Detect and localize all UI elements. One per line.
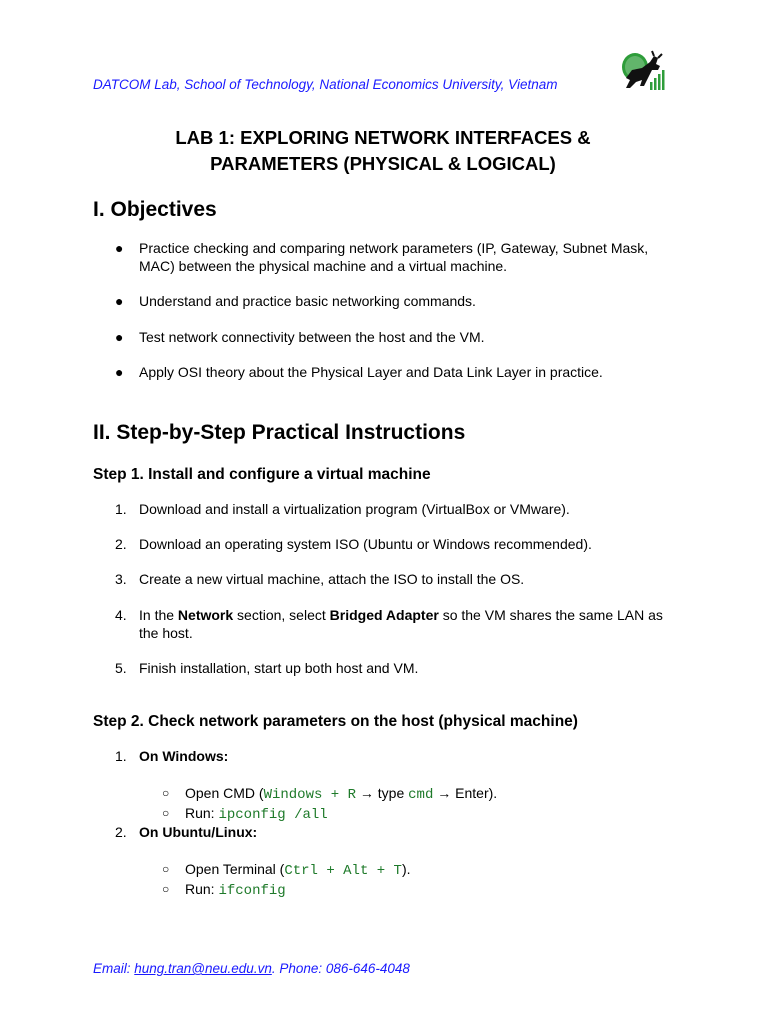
email-link[interactable]: hung.tran@neu.edu.vn	[134, 961, 272, 976]
step1-item-4: In the Network section, select Bridged Adapter so the VM shares the same LAN as the host.	[139, 607, 663, 641]
code-cmd: cmd	[408, 787, 434, 803]
lab-title-line1: LAB 1: EXPLORING NETWORK INTERFACES &	[175, 127, 591, 148]
linux-open-terminal: Open Terminal (Ctrl + Alt + T).	[185, 861, 411, 879]
bullet-icon: ●	[115, 293, 124, 309]
step1-item-1: Download and install a virtualization program (VirtualBox or VMware).	[139, 501, 570, 517]
objective-item-3: Test network connectivity between the host and the VM.	[139, 329, 485, 345]
circle-bullet-icon: ○	[162, 786, 170, 800]
list-number: 2.	[115, 536, 127, 552]
list-number: 5.	[115, 660, 127, 676]
windows-open-cmd: Open CMD (Windows + R → type cmd → Enter).	[185, 785, 498, 803]
list-number: 1.	[115, 501, 127, 517]
heading-instructions: II. Step-by-Step Practical Instructions	[93, 421, 466, 444]
heading-objectives: I. Objectives	[93, 198, 217, 221]
step1-item-2: Download an operating system ISO (Ubuntu or Windows recommended).	[139, 536, 592, 552]
code-windows-r: Windows + R	[263, 787, 356, 803]
objective-item-4: Apply OSI theory about the Physical Layer and Data Link Layer in practice.	[139, 364, 603, 380]
code-ipconfig: ipconfig /all	[218, 807, 328, 823]
lab-title-line2: PARAMETERS (PHYSICAL & LOGICAL)	[210, 153, 556, 174]
linux-label: On Ubuntu/Linux:	[139, 824, 258, 840]
linux-run: Run: ifconfig	[185, 881, 286, 899]
list-number: 3.	[115, 571, 127, 587]
list-number: 4.	[115, 607, 127, 623]
bullet-icon: ●	[115, 240, 124, 256]
bullet-icon: ●	[115, 329, 124, 345]
lab-title	[93, 125, 673, 177]
bold-bridged-adapter: Bridged Adapter	[329, 607, 439, 623]
step1-item-3: Create a new virtual machine, attach the ISO to install the OS.	[139, 571, 525, 587]
objective-item-1: Practice checking and comparing network parameters (IP, Gateway, Subnet Mask, MAC) between the physical machine and a virtual machine.	[139, 240, 649, 274]
header-institution: DATCOM Lab, School of Technology, National Economics University, Vietnam	[93, 77, 558, 92]
code-ctrl-alt-t: Ctrl + Alt + T	[284, 863, 402, 879]
windows-label: On Windows:	[139, 748, 229, 764]
bull-logo-icon	[618, 48, 666, 92]
windows-run: Run: ipconfig /all	[185, 805, 328, 823]
bold-network: Network	[177, 607, 234, 623]
list-number: 1.	[115, 748, 127, 764]
heading-step2: Step 2. Check network parameters on the host (physical machine)	[93, 713, 578, 730]
bullet-icon: ●	[115, 364, 124, 380]
list-number: 2.	[115, 824, 127, 840]
footer-contact: Email: hung.tran@neu.edu.vn. Phone: 086-646-4048	[93, 961, 410, 976]
circle-bullet-icon: ○	[162, 862, 170, 876]
step1-item-5: Finish installation, start up both host and VM.	[139, 660, 419, 676]
heading-step1: Step 1. Install and configure a virtual machine	[93, 466, 431, 483]
objective-item-2: Understand and practice basic networking commands.	[139, 293, 476, 309]
circle-bullet-icon: ○	[162, 882, 170, 896]
circle-bullet-icon: ○	[162, 806, 170, 820]
code-ifconfig: ifconfig	[218, 883, 286, 899]
